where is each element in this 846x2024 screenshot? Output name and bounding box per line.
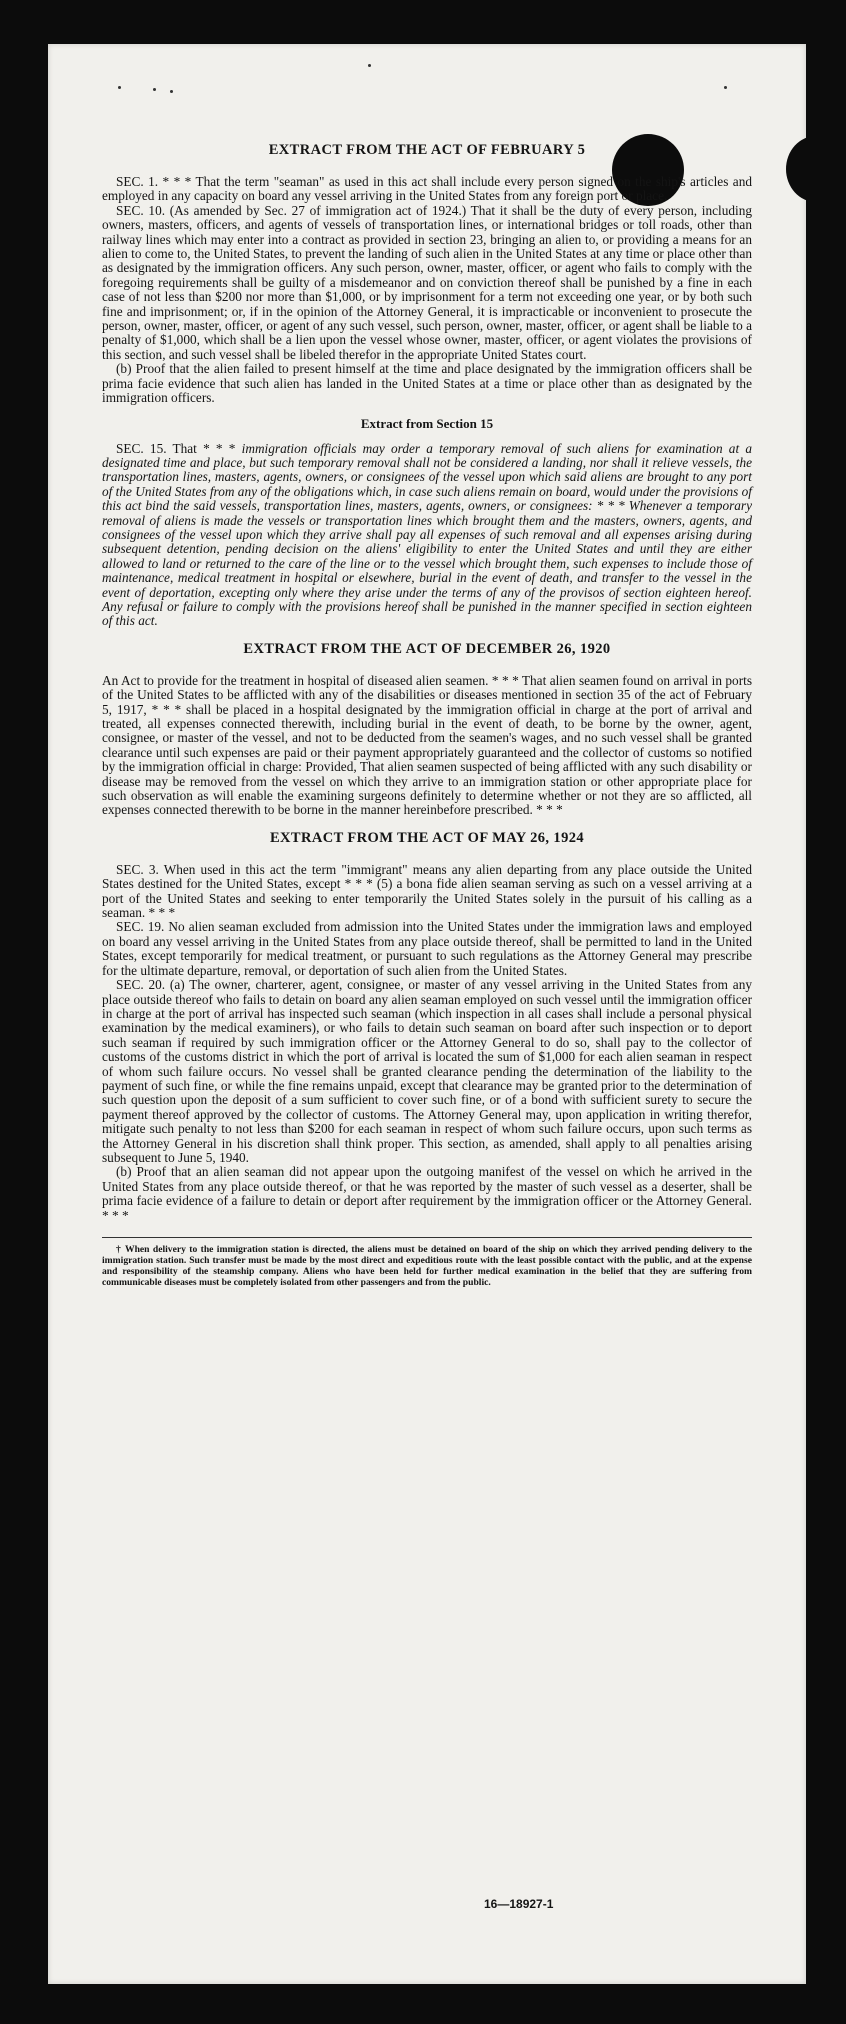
heading-act-may-1924: EXTRACT FROM THE ACT OF MAY 26, 1924 [269, 829, 585, 846]
paragraph-sec-19: SEC. 19. No alien seaman excluded from admission into the United States under the immigration laws and employed on board any vessel arriving in the United States from any place outside thereof, shall be permitted to land in the United States, except temporarily for medical treatment, or pursuant to such regulations as the Attorney General may prescribe for the ultimate departure, removal, or deportation of such alien from the United States. [102, 919, 752, 978]
paragraph-sec-3: SEC. 3. When used in this act the term "immigrant" means any alien departing from any place outside the United States destined for the United States, except * * * (5) a bona fide alien seaman serving as such on a vessel arriving at a port of the United States and seeking to enter temporarily the United States solely in the pursuit of his calling as a seaman. * * * [102, 861, 752, 921]
paragraph-sec-15 [102, 442, 752, 629]
footnote-divider [102, 1237, 752, 1238]
paragraph-sec-20-a: SEC. 20. (a) The owner, charterer, agent, consignee, or master of any vessel arriving in the United States from any place outside thereof who fails to detain on board any alien seaman employed on such vessel until the immigration officer in charge at the port of arrival has inspected such seaman (which inspection in all cases shall include a personal physical examination by the medical examiners), or who fails to detain such seaman on board after such inspection or to deport such seaman if required by such immigration officer or the Attorney General to do so, shall pay to the collector of customs of the customs district in which the port of arrival is located the sum of $1,000 for each alien seaman in respect of whom such failure occurs. No vessel shall be granted clearance pending the determination of the liability to the payment of such fine, or while the fine remains unpaid, except that clearance may be granted prior to the determination of such question upon the deposit of a sum sufficient to cover such fine, or of a bond with sufficient surety to secure the payment thereof approved by the collector of customs. The Attorney General may, upon application in writing therefor, mitigate such penalty to not less than $200 for each seaman in respect of whom such failure occurs, upon such terms as the Attorney General in his discretion shall think proper. This section, as amended, shall apply to all penalties arising subsequent to June 5, 1940. [102, 977, 752, 1165]
paragraph-act-1920: An Act to provide for the treatment in hospital of diseased alien seamen. * * * That alien seamen found on arrival in ports of the United States to be afflicted with any of the disabilities or diseases mentioned in section 35 of the act of February 5, 1917, * * * shall be placed in a hospital designated by the immigration official in charge at the port of arrival and treated, all expenses connected therewith, including burial in the event of death, to be borne by the owner, agent, consignee, or master of the vessel, and not to be deducted from the seamen's wages, and no such vessel shall be granted clearance until such expenses are paid or their payment appropriately guaranteed and the collector of customs so notified by the immigration official in charge: Provided, That alien seamen suspected of being afflicted with any such disability or disease may be removed from the vessel on which they arrive to an immigration station or other appropriate place for such observation as will enable the examining surgeons definitely to determine whether or not they are so afflicted, all expenses connected therewith to be borne in the manner hereinbefore prescribed. * * * [102, 672, 752, 818]
paragraph-sec-15-lead: SEC. 15. That * * * [116, 440, 242, 456]
document-body [102, 138, 752, 1288]
form-code: 16—18927-1 [484, 1897, 554, 1911]
paragraph-sec-10: SEC. 10. (As amended by Sec. 27 of immigration act of 1924.) That it shall be the duty of every person, including owners, masters, officers, and agents of vessels of transportation lines, or international bridges or toll roads, other than railway lines which may enter into a contract as provided in section 23, bringing an alien to, or providing a means for an alien to come to, the United States, to prevent the landing of such alien in the United States at any time or place other than as designated by the immigration officers. Any such person, owner, master, officer, or agent who fails to comply with the foregoing requirements shall be guilty of a misdemeanor and on conviction thereof shall be punished by a fine in each case of not less than $200 nor more than $1,000, or by imprisonment for a term not exceeding one year, or by both such fine and imprisonment; or, if in the opinion of the Attorney General, it is impracticable or inconvenient to prosecute the person, owner, master, officer, or agent of any such vessel, such person, owner, master, officer, or agent shall be liable to a penalty of $1,000, which shall be a lien upon the vessel whose owner, master, officer, or agent violates the provisions of this section, and such vessel shall be libeled therefor in the appropriate United States court. [102, 202, 752, 362]
scan-speck [118, 86, 121, 89]
scan-speck [724, 86, 727, 89]
scan-speck [153, 88, 156, 91]
scan-speck [368, 64, 371, 67]
heading-act-february: EXTRACT FROM THE ACT OF FEBRUARY 5 [268, 142, 586, 158]
subheading-section-15: Extract from Section 15 [360, 415, 494, 431]
footnote [102, 1244, 752, 1288]
document-page [48, 44, 806, 1984]
scan-speck [170, 90, 173, 93]
punch-hole [786, 136, 806, 202]
paragraph-sec-20-b: (b) Proof that an alien seaman did not appear upon the outgoing manifest of the vessel on which he arrived in the United States from any place outside thereof, or that he was reported by the master of such vessel as a deserter, shall be prima facie evidence of a failure to detain or deport after requirement by the immigration officer or the Attorney General. * * * [102, 1164, 752, 1223]
heading-act-december-1920: EXTRACT FROM THE ACT OF DECEMBER 26, 1920 [243, 640, 611, 657]
paragraph-sec-15-italic: immigration officials may order a temporary removal of such aliens for examination at a designated time and place, but such temporary removal shall not be considered a landing, nor shall it relieve vessels, the transportation lines, masters, agents, owners, or consignees of the vessel upon which said aliens are brought to any port of the United States from any of the obligations which, in case such aliens remain on board, would under the provisions of this act bind the said vessels, transportation lines, masters, agents, owners, or consignees: * * * Whenever a temporary removal of aliens is made the vessels or transportation lines which brought them and the masters, owners, agents, and consignees of the vessel upon which they arrive shall pay all expenses of such removal and all expenses arising during subsequent detention, pending decision on the aliens' eligibility to enter the United States and until they are either allowed to land or returned to the care of the line or to the vessel which brought them, such expenses to include those of maintenance, medical treatment in hospital or elsewhere, burial in the event of death, and transfer to the vessel in the event of deportation, excepting only where they arise under the terms of any of the provisos of section eighteen hereof. Any refusal or failure to comply with the provisions hereof shall be punished in the manner specified in section eighteen of this act. [102, 440, 752, 629]
paragraph-sec-1: SEC. 1. * * * That the term "seaman" as used in this act shall include every person signed on the ship's articles and employed in any capacity on board any vessel arriving in the United States from any foreign port or place. [102, 174, 752, 204]
paragraph-sec-10-b: (b) Proof that the alien failed to present himself at the time and place designated by the immigration officers shall be prima facie evidence that such alien has landed in the United States at a time or place other than as designated by the immigration officers. [102, 361, 752, 406]
footnote-text: † When delivery to the immigration station is directed, the aliens must be detained on board of the ship on which they arrived pending delivery to the immigration station. Such transfer must be made by the most direct and expeditious route with the least possible contact with the public, and at the expense and responsibility of the steamship company. Aliens who have been held for further medical examination in the belief that they are suffering from communicable diseases must be completely isolated from other passengers and from the public. [102, 1244, 752, 1288]
